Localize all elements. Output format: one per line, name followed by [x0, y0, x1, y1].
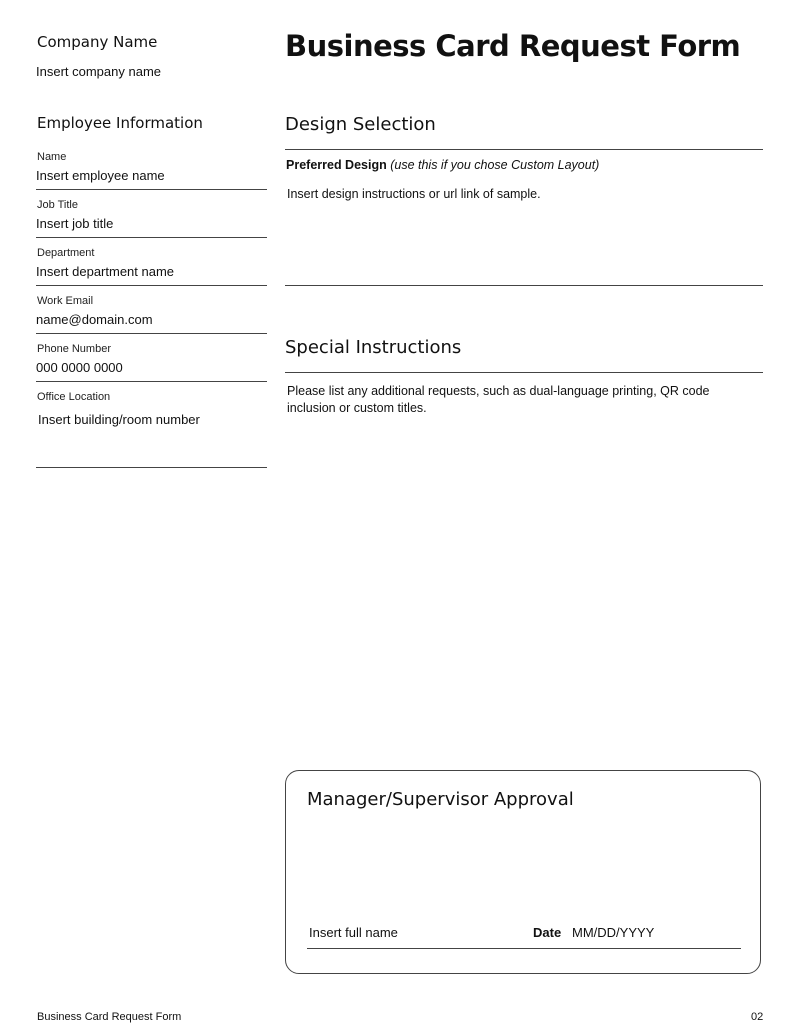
preferred-design-label-text: Preferred Design	[286, 158, 387, 172]
name-label: Name	[37, 151, 67, 163]
design-instructions-underline	[285, 285, 763, 286]
phone-number-field[interactable]: 000 0000 0000	[36, 360, 123, 375]
approver-name-field[interactable]: Insert full name	[309, 925, 398, 940]
company-name-field[interactable]: Insert company name	[36, 64, 162, 79]
special-instructions-field[interactable]: Please list any additional requests, such as dual-language printing, QR code inclusion or custom titles.	[287, 384, 710, 415]
department-field[interactable]: Insert department name	[36, 264, 175, 279]
work-email-field[interactable]: name@domain.com	[36, 312, 153, 327]
office-location-label: Office Location	[37, 391, 111, 403]
office-location-field[interactable]: Insert building/room number	[38, 412, 200, 427]
phone-number-label: Phone Number	[37, 343, 111, 355]
preferred-design-label	[286, 158, 599, 172]
company-name-heading: Company Name	[37, 33, 158, 51]
footer-document-title: Business Card Request Form	[37, 1011, 182, 1023]
employee-information-heading: Employee Information	[37, 114, 203, 132]
design-selection-heading: Design Selection	[285, 114, 436, 135]
work-email-label: Work Email	[37, 295, 94, 307]
page-number: 02	[751, 1011, 764, 1023]
page-title: Business Card Request Form	[285, 29, 741, 63]
job-title-field[interactable]: Insert job title	[36, 216, 114, 231]
phone-number-field-underline	[36, 381, 267, 382]
office-location-field-underline	[36, 467, 267, 468]
preferred-design-note: (use this if you chose Custom Layout)	[390, 158, 600, 172]
name-field[interactable]: Insert employee name	[36, 168, 165, 183]
job-title-label: Job Title	[37, 199, 78, 211]
design-instructions-field[interactable]: Insert design instructions or url link of sample.	[287, 187, 541, 201]
special-instructions-divider	[285, 372, 763, 373]
name-field-underline	[36, 189, 267, 190]
department-field-underline	[36, 285, 267, 286]
work-email-field-underline	[36, 333, 267, 334]
date-label: Date	[533, 925, 562, 940]
approval-signature-line	[307, 948, 741, 949]
approval-heading: Manager/Supervisor Approval	[307, 789, 574, 810]
job-title-field-underline	[36, 237, 267, 238]
design-selection-divider	[285, 149, 763, 150]
department-label: Department	[37, 247, 95, 259]
date-field[interactable]: MM/DD/YYYY	[572, 925, 655, 940]
special-instructions-heading: Special Instructions	[285, 337, 462, 358]
